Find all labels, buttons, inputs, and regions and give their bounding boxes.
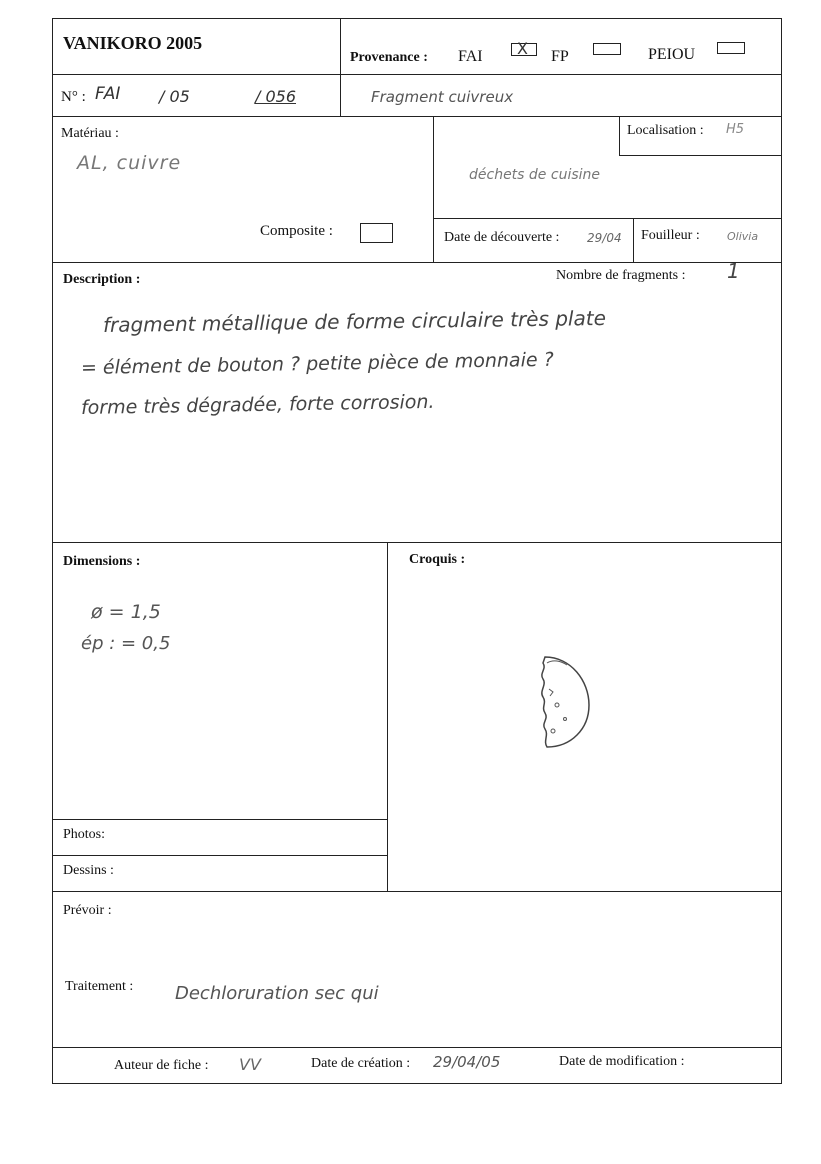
description-line: fragment métallique de forme circulaire très plate [102, 305, 607, 337]
author-value: VV [239, 1055, 261, 1074]
author-label: Auteur de fiche : [114, 1058, 209, 1073]
dimension-line: ø = 1,5 [91, 601, 161, 623]
number-label: N° : [61, 89, 86, 105]
provenance-option-fp: FP [551, 48, 569, 65]
fouilleur-value: Olivia [727, 230, 759, 243]
creation-date-label: Date de création : [311, 1056, 411, 1071]
divider [53, 891, 781, 892]
provenance-fai-checkbox[interactable] [511, 39, 537, 58]
discovery-date-label: Date de découverte : [444, 230, 560, 245]
description-label: Description : [63, 272, 141, 287]
dimensions-label: Dimensions : [63, 554, 141, 569]
traitement-label: Traitement : [65, 979, 134, 994]
localisation-value: H5 [726, 122, 745, 137]
divider [433, 116, 434, 262]
creation-date-value: 29/04/05 [433, 1053, 501, 1071]
composite-checkbox[interactable] [360, 223, 393, 243]
photos-label: Photos: [63, 827, 106, 842]
provenance-label: Provenance : [350, 50, 428, 65]
number-year: / 05 [159, 87, 190, 106]
discovery-date-value: 29/04 [587, 231, 622, 245]
croquis-label: Croquis : [409, 552, 466, 567]
sheet-title: VANIKORO 2005 [63, 33, 203, 53]
record-sheet [52, 18, 782, 1084]
check-mark: X [517, 39, 528, 58]
provenance-fp-checkbox[interactable] [593, 43, 621, 55]
divider [53, 855, 387, 856]
dessins-label: Dessins : [63, 863, 114, 878]
divider [340, 19, 341, 116]
croquis-sketch [531, 649, 601, 754]
description-line: forme très dégradée, forte corrosion. [80, 390, 435, 419]
divider [53, 819, 387, 820]
dimension-line: ép : = 0,5 [81, 633, 171, 654]
divider [619, 155, 781, 156]
object-title: Fragment cuivreux [371, 88, 514, 106]
divider [619, 116, 620, 155]
number-site: FAI [95, 84, 121, 104]
material-label: Matériau : [61, 126, 119, 141]
fouilleur-label: Fouilleur : [641, 228, 700, 243]
description-line: = élément de bouton ? petite pièce de monnaie ? [80, 348, 554, 379]
localisation-label: Localisation : [627, 123, 704, 138]
divider [633, 218, 634, 262]
divider [53, 74, 781, 75]
modification-date-label: Date de modification : [559, 1054, 685, 1069]
number-sequence: / 056 [255, 87, 297, 106]
composite-label: Composite : [260, 223, 333, 239]
fragments-label: Nombre de fragments : [556, 268, 686, 283]
divider [53, 1047, 781, 1048]
traitement-value: Dechloruration sec qui [175, 983, 379, 1004]
prevoir-label: Prévoir : [63, 903, 112, 918]
divider [387, 542, 388, 891]
divider [53, 262, 781, 263]
provenance-option-fai: FAI [458, 48, 483, 65]
divider [433, 218, 781, 219]
divider [53, 542, 781, 543]
divider [53, 116, 781, 117]
context-value: déchets de cuisine [469, 167, 600, 183]
provenance-peiou-checkbox[interactable] [717, 42, 745, 54]
fragments-value: 1 [727, 259, 740, 283]
provenance-option-peiou: PEIOU [648, 46, 696, 63]
material-value: AL, cuivre [77, 152, 182, 174]
